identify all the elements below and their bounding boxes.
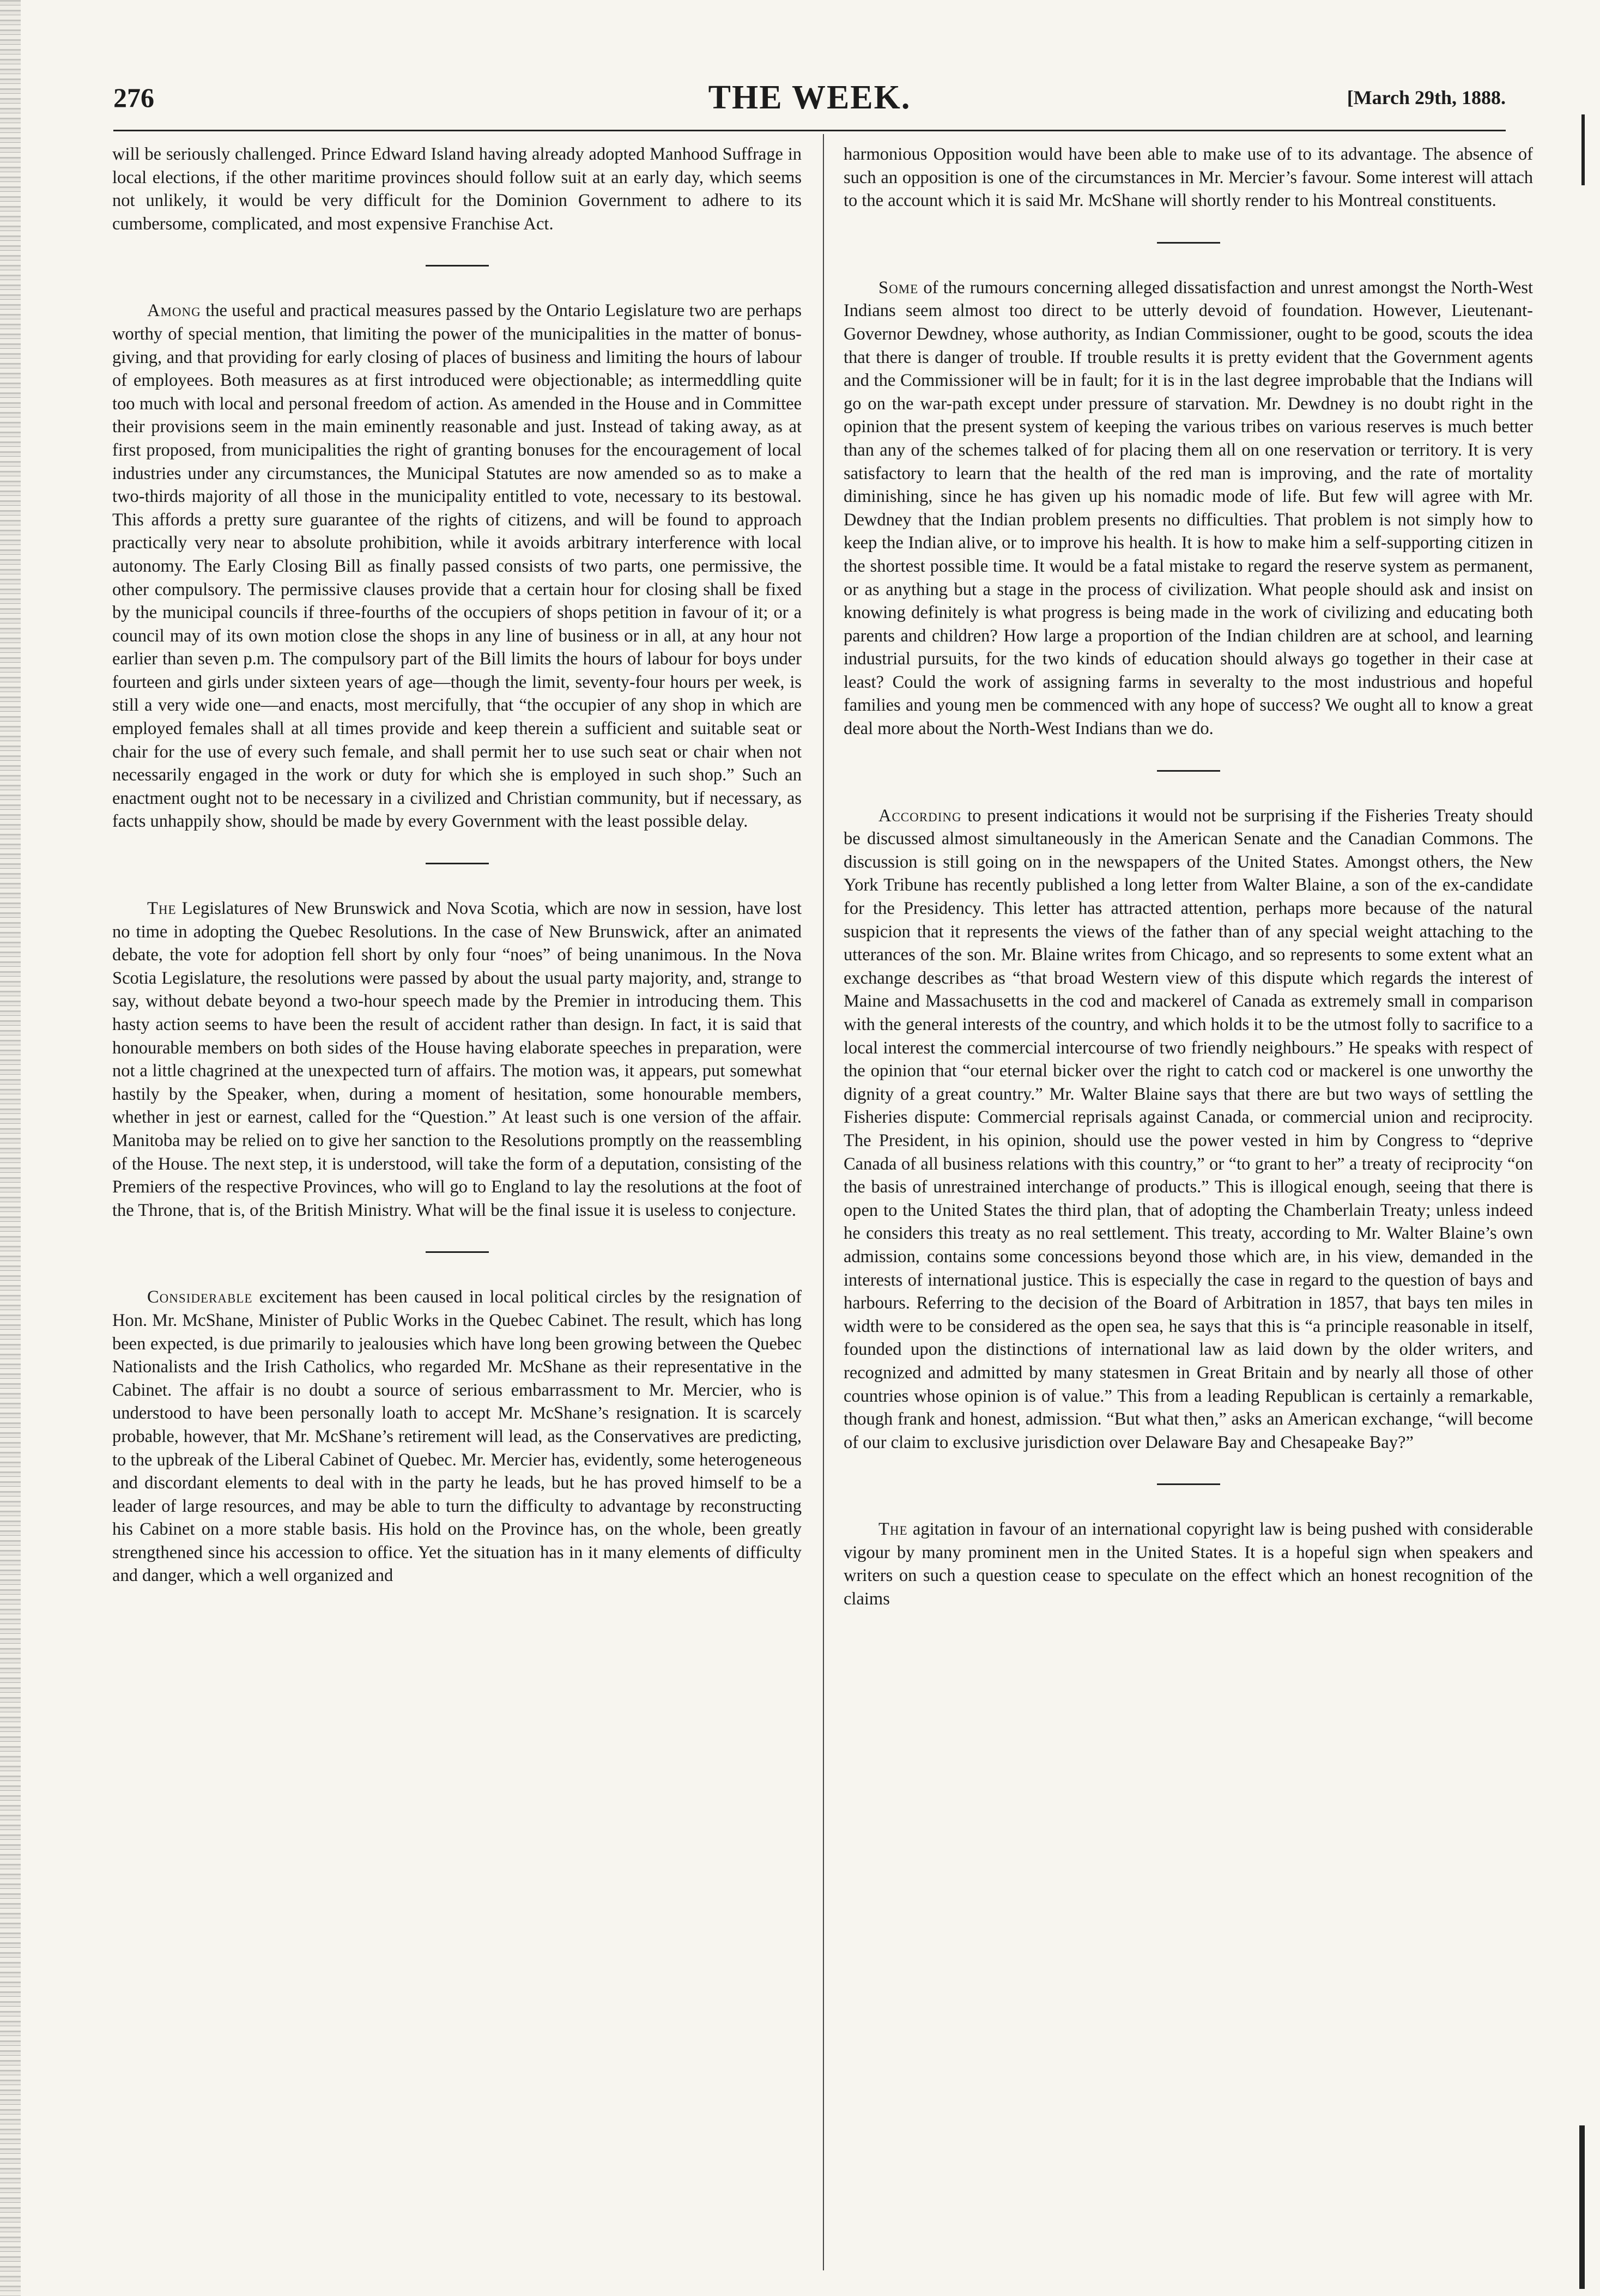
section-separator (1157, 242, 1220, 244)
page-header (113, 79, 1506, 125)
section-separator (1157, 1483, 1220, 1485)
article-paragraph: Among the useful and practical measures passed by the Ontario Legislature two are perhaps worthy of special mention, that limiting the power of the municipalities in the matter of bonus-giving, and that providing for early closing of places of business and limiting the hours of labour of employees. Both measures as at first introduced were objectionable; as intermeddling quite too much with local and personal freedom of action. As amended in the House and in Committee their provisions seem in the main eminently reasonable and just. Instead of taking away, as at first proposed, from municipalities the right of granting bonuses for the encouragement of local industries under any circumstances, the Municipal Statutes are now amended so as to make a two-thirds majority of all those in the municipality entitled to vote, necessary to its bestowal. This affords a pretty sure guarantee of the rights of citizens, and will be found to approach practically very near to absolute prohibition, while it avoids arbitrary interference with local autonomy. The Early Closing Bill as finally passed consists of two parts, one permissive, the other compulsory. The permissive clauses provide that a certain hour for closing shall be fixed by the municipal councils if three-fourths of the occupiers of shops petition in favour of it; or a council may of its own motion close the shops in any line of business or in all, at any hour not earlier than seven p.m. The compulsory part of the Bill limits the hours of labour for boys under fourteen and girls under sixteen years of age—though the limit, seventy-four hours per week, is still a very wide one—and enacts, most mercifully, that “the occupier of any shop in which are employed females shall at all times provide and keep therein a sufficient and suitable seat or chair for the use of every such female, and shall permit her to use such seat or chair when not necessarily engaged in the work or duty for which she is employed in such shop.” Such an enactment ought not to be necessary in a civilized and Christian community, but if necessary, as facts unhappily show, should be made by every Government with the least possible delay. (112, 301, 802, 832)
lead-word: The (878, 1519, 908, 1540)
binding-edge (0, 0, 21, 2296)
article-paragraph: will be seriously challenged. Prince Edward Island having already adopted Manhood Suffrage in local elections, if the other maritime provinces should follow suit at an early day, which seems not unlikely, it would be very difficult for the Dominion Government to adhere to its cumbersome, complicated, and most expensive Franchise Act. (112, 144, 802, 234)
section-separator (426, 863, 489, 864)
article-paragraph: harmonious Opposition would have been able to make use of to its advantage. The absence of such an opposition is one of the circumstances in Mr. Mercier’s favour. Some interest will attach to the account which it is said Mr. McShane will shortly render to his Montreal constituents. (844, 144, 1533, 211)
column-divider (823, 134, 824, 2270)
left-column (112, 143, 802, 1588)
margin-mark (1581, 114, 1585, 185)
lead-word: The (147, 899, 177, 919)
lead-word: According (878, 805, 962, 826)
article-paragraph: The Legislatures of New Brunswick and Nova Scotia, which are now in session, have lost no time in adopting the Quebec Resolutions. In the case of New Brunswick, after an animated debate, the vote for adoption fell short by only four “noes” of being unanimous. In the Nova Scotia Legislature, the resolutions were passed by about the usual party majority, and, strange to say, without debate beyond a two-hour speech made by the Premier in introducing them. This hasty action seems to have been the result of accident rather than design. In fact, it is said that honourable members on both sides of the House having elaborate speeches in preparation, were not a little chagrined at the unexpected turn of affairs. The motion was, it appears, put somewhat hastily by the Speaker, when, during a moment of hesitation, some honourable members, whether in jest or earnest, called for the “Question.” At least such is one version of the affair. Manitoba may be relied on to give her sanction to the Resolutions promptly on the reassembling of the House. The next step, it is understood, will take the form of a deputation, consisting of the Premiers of the respective Provinces, who will go to England to lay the resolutions at the foot of the Throne, that is, of the British Ministry. What will be the final issue it is useless to conjecture. (112, 899, 802, 1220)
article-paragraph: The agitation in favour of an international copyright law is being pushed with considerable vigour by many prominent men in the United States. It is a hopeful sign when speakers and writers on such a question cease to speculate on the effect which an honest recognition of the claims (844, 1519, 1533, 1609)
section-separator (426, 265, 489, 266)
lead-word: Considerable (147, 1287, 253, 1307)
right-column (844, 143, 1533, 1611)
article-paragraph: According to present indications it would not be surprising if the Fisheries Treaty should be discussed almost simultaneously in the American Senate and the Canadian Commons. The discussion is still going on in the newspapers of the United States. Amongst others, the New York Tribune has recently published a long letter from Walter Blaine, a son of the ex-candidate for the Presidency. This letter has attracted attention, perhaps more because of the natural suspicion that it represents the views of the father than of any special weight attaching to the utterances of the son. Mr. Blaine writes from Chicago, and so represents to some extent what an exchange describes as “that broad Western view of this dispute which regards the interest of Maine and Massachusetts in the cod and mackerel of Canada as extremely small in comparison with the general interests of the country, and which holds it to be the utmost folly to sacrifice to a local interest the commercial intercourse of two friendly neighbours.” He speaks with respect of the opinion that “our eternal bicker over the right to catch cod or mackerel is one unworthy the dignity of a great country.” Mr. Walter Blaine says that there are but two ways of settling the Fisheries dispute: Commercial reprisals against Canada, or commercial union and reciprocity. The President, in his opinion, should use the power vested in him by Congress to “deprive Canada of all business relations with this country,” or “to grant to her” a treaty of reciprocity “on the basis of unrestrained interchange of products.” This is illogical enough, seeing that there is open to the United States the third plan, that of adopting the Chamberlain Treaty; unless indeed he considers this treaty as no real settlement. This treaty, according to Mr. Walter Blaine’s own admission, contains some concessions beyond those which are, in his view, demanded in the interests of international justice. This is especially the case in regard to the question of bays and harbours. Referring to the decision of the Board of Arbitration in 1857, that bays ten miles in width were to be considered as the open sea, he says that this is “a principle reasonable in itself, founded upon the distinctions of international law as laid down by the older writers, and recognized and admitted by many statesmen in Great Britain and by nearly all those of other countries whose opinion is of value.” This from a leading Republican is certainly a remarkable, though frank and honest, admission. “But what then,” asks an American exchange, “will become of our claim to exclusive jurisdiction over Delaware Bay and Chesapeake Bay?” (844, 805, 1533, 1452)
page-number: 276 (113, 82, 154, 113)
section-separator (426, 1251, 489, 1253)
header-rule (113, 130, 1506, 131)
margin-mark (1579, 2125, 1585, 2289)
issue-date: [March 29th, 1888. (1347, 87, 1506, 108)
section-separator (1157, 770, 1220, 772)
lead-word: Some (878, 277, 919, 298)
lead-word: Among (147, 301, 201, 321)
article-paragraph: Considerable excitement has been caused in local political circles by the resignation of Hon. Mr. McShane, Minister of Public Works in the Quebec Cabinet. The result, which has long been expected, is due primarily to jealousies which have long been growing between the Quebec Nationalists and the Irish Catholics, who regarded Mr. McShane as their representative in the Cabinet. The affair is no doubt a source of serious embarrassment to Mr. Mercier, who is understood to have been personally loath to accept Mr. McShane’s resignation. It is scarcely probable, however, that Mr. McShane’s retirement will lead, as the Conservatives are predicting, to the upbreak of the Liberal Cabinet of Quebec. Mr. Mercier has, evidently, some heterogeneous and discordant elements to deal with in the party he leads, but he has proved himself to be a leader of large resources, and may be able to turn the difficulty to advantage by reconstructing his Cabinet on a more stable basis. His hold on the Province has, on the whole, been greatly strengthened since his accession to office. Yet the situation has in it many elements of difficulty and danger, which a well organized and (112, 1287, 802, 1586)
article-paragraph: Some of the rumours concerning alleged dissatisfaction and unrest amongst the North-West Indians seem almost too direct to be utterly devoid of foundation. However, Lieutenant-Governor Dewdney, whose authority, as Indian Commissioner, ought to be good, scouts the idea that there is danger of trouble. If trouble results it is pretty evident that the Government agents and the Commissioner will be in fault; for it is in the last degree improbable that the Indians will go on the war-path except under pressure of starvation. Mr. Dewdney is no doubt right in the opinion that the present system of keeping the various tribes on various reserves is much better than any of the schemes talked of for placing them all on one reservation or territory. It is very satisfactory to learn that the health of the red man is improving, and the rate of mortality diminishing, since he has given up his nomadic mode of life. But few will agree with Mr. Dewdney that the Indian problem presents no difficulties. That problem is not simply how to keep the Indian alive, or to improve his health. It is how to make him a self-supporting citizen in the shortest possible time. It would be a fatal mistake to regard the reserve system as permanent, or as anything but a stage in the process of civilization. What people should ask and insist on knowing definitely is what progress is being made in the work of civilizing and educating both parents and children? How large a proportion of the Indian children are at school, and learning industrial pursuits, for the two kinds of education should always go together in their case at least? Could the work of assigning farms in severalty to the most industrious and hopeful families and young men be commenced with any hope of success? We ought all to know a great deal more about the North-West Indians than we do. (844, 277, 1533, 739)
masthead-title: THE WEEK. (708, 79, 911, 116)
